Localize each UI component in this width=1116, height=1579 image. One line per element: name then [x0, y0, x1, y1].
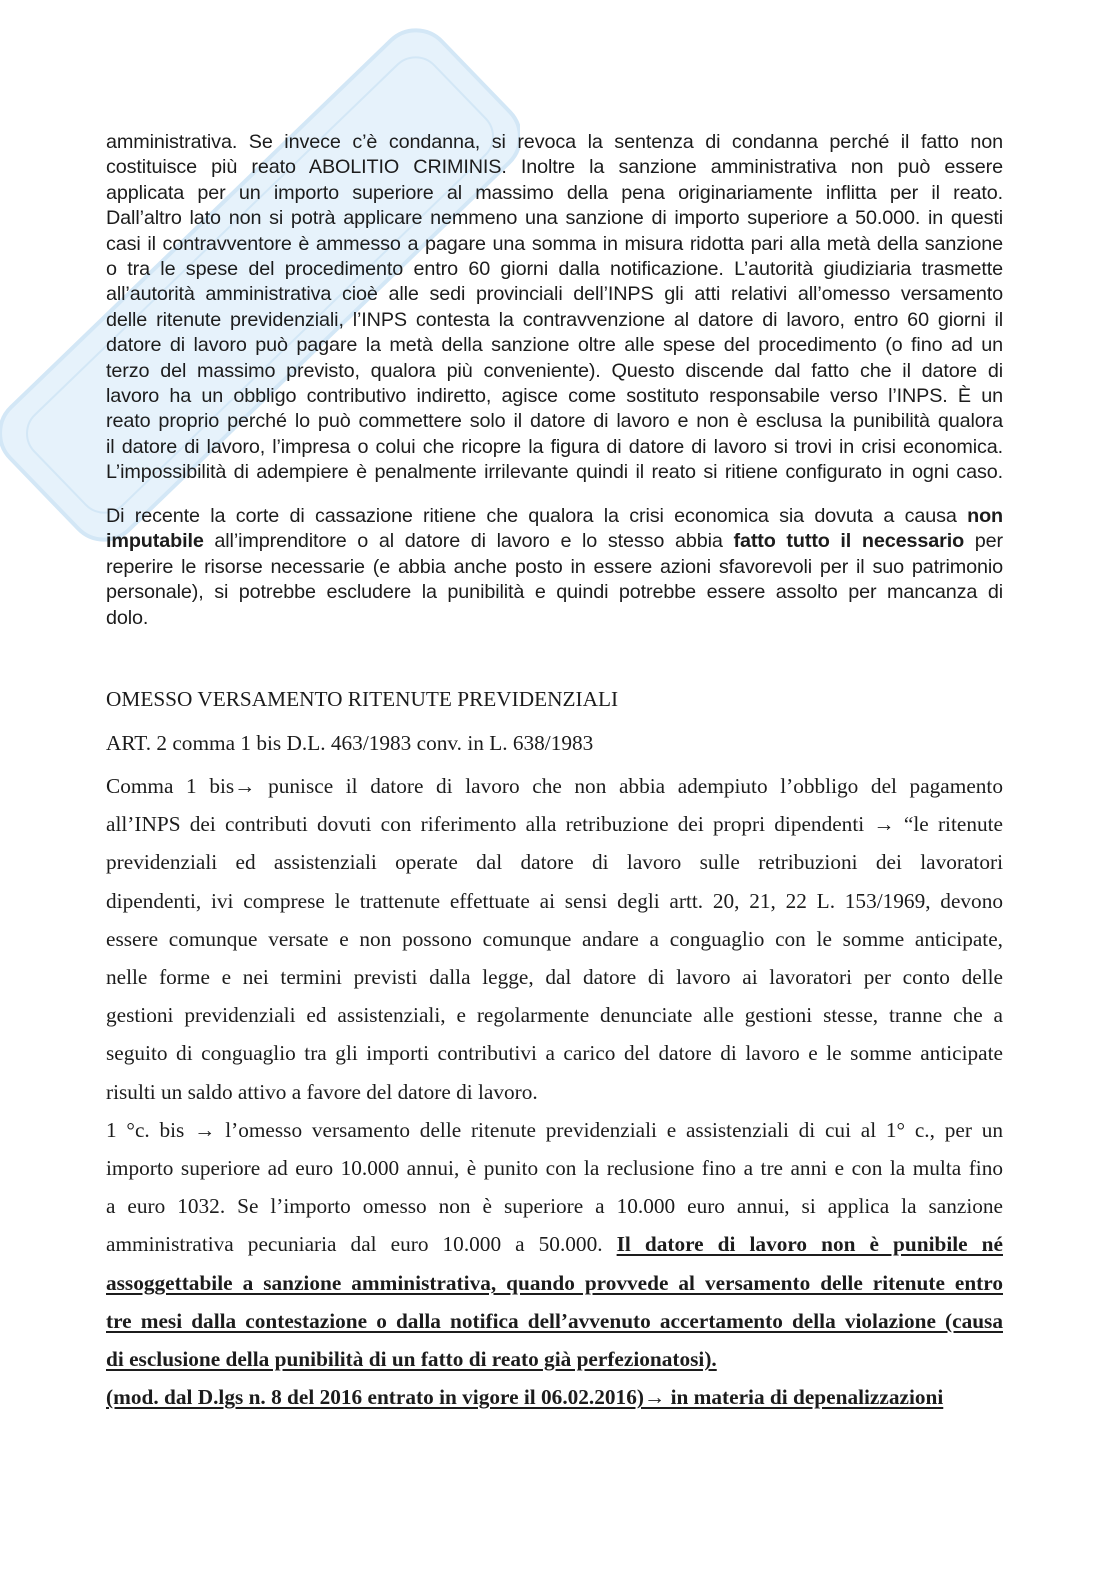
article-line: essere comunque versate e non possono comunque andare a conguaglio con le somme anticipate, [106, 926, 1003, 951]
paragraph-line: costituisce più reato ABOLITIO CRIMINIS. Inoltre la sanzione amministrativa non può essere [106, 156, 1003, 179]
paragraph-1 [106, 130, 1003, 486]
paragraph-line: amministrativa. Se invece c’è condanna, si revoca la sentenza di condanna perché il fatto non [106, 131, 1003, 153]
article-line: all’INPS dei contributi dovuti con riferimento alla retribuzione dei propri dipendenti → “le ritenute [106, 812, 1003, 837]
bold-emphasis: non [967, 505, 1003, 527]
paragraph-line: terzo del massimo previsto, qualora più conveniente). Questo discende dal fatto che il datore di [106, 359, 1003, 382]
text-run: all’imprenditore o al datore di lavoro e lo stesso abbia [214, 530, 723, 553]
text-run: Di recente la corte di cassazione ritiene che qualora la crisi economica sia dovuta a causa [106, 505, 957, 527]
paragraph-line: dolo. [106, 606, 149, 629]
article-line: Comma 1 bis→ punisce il datore di lavoro che non abbia adempiuto l’obbligo del pagamento [106, 774, 1003, 798]
article-line [106, 1225, 1003, 1263]
paragraph-line: reperire le risorse necessarie (e abbia anche posto in essere azioni sfavorevoli per il suo patrimonio [106, 555, 1003, 578]
section-heading: OMESSO VERSAMENTO RITENUTE PREVIDENZIALI [106, 687, 619, 711]
paragraph-line: reato proprio perché lo può commettere solo il datore di lavoro e non è esclusa la punibilità qualora [106, 410, 1003, 433]
article-line: gestioni previdenziali ed assistenziali, e regolarmente denunciate alle gestioni stesse, tranne che a [106, 1003, 1003, 1028]
paragraph-line: o tra le spese del procedimento entro 60 giorni dalla notificazione. L’autorità giudiziaria trasmette [106, 258, 1003, 281]
article-reference: ART. 2 comma 1 bis D.L. 463/1983 conv. in L. 638/1983 [106, 731, 594, 755]
text-run: amministrativa pecuniaria dal euro 10.000 a 50.000. [106, 1232, 603, 1257]
paragraph-line [106, 504, 1003, 529]
paragraph-line: il datore di lavoro, l’impresa o colui che ricopre la figura di datore di lavoro si trovi in crisi economica. [106, 435, 1003, 458]
underlined-bold-line: tre mesi dalla contestazione o dalla notifica dell’avvenuto accertamento della violazione (causa [106, 1308, 1003, 1333]
bold-emphasis: fatto tutto il necessario [733, 530, 965, 553]
paragraph-line: all’autorità amministrativa cioè alle sedi provinciali dell’INPS gli atti relativi all’omesso versamento [106, 283, 1003, 306]
paragraph-line: datore di lavoro può pagare la metà della sanzione oltre alle spese del procedimento (o fino ad un [106, 334, 1003, 357]
article-line: importo superiore ad euro 10.000 annui, è punito con la reclusione fino a tre anni e con la multa fino [106, 1156, 1003, 1181]
paragraph-line: delle ritenute previdenziali, l’INPS contesta la contravvenzione al datore di lavoro, entro 60 giorni il [106, 308, 1003, 331]
paragraph-line: lavoro ha un obbligo contributivo indiretto, agisce come sostituto responsabile verso l’INPS. È un [106, 385, 1003, 408]
paragraph-line: casi il contravventore è ammesso a pagare una somma in misura ridotta pari alla metà della sanzione [106, 232, 1003, 255]
paragraph-line: applicata per un importo superiore al massimo della pena originariamente inflitta per il reato. [106, 181, 1003, 204]
article-line: dipendenti, ivi comprese le trattenute effettuate ai sensi degli artt. 20, 21, 22 L. 153/1969, devono [106, 888, 1003, 913]
text-run: per [974, 530, 1003, 553]
paragraph-2 [106, 504, 1003, 631]
paragraph-line: personale), si potrebbe escludere la punibilità e quindi potrebbe essere assolto per mancanza di [106, 581, 1003, 604]
article-line: seguito di conguaglio tra gli importi contributivi a carico del datore di lavoro e le somme anticipate [106, 1041, 1003, 1066]
article-line: risulti un saldo attivo a favore del datore di lavoro. [106, 1079, 538, 1104]
paragraph-line: Dall’altro lato non si potrà applicare nemmeno una sanzione di importo superiore a 50.000. in questi [106, 207, 1003, 230]
paragraph-line [106, 529, 1003, 554]
amendment-note: (mod. dal D.lgs n. 8 del 2016 entrato in vigore il 06.02.2016)→ in materia di depenalizzazioni [106, 1385, 944, 1410]
paragraph-line: L’impossibilità di adempiere è penalmente irrilevante quindi il reato si ritiene configurato in ogni caso. [106, 461, 1003, 484]
bold-emphasis: imputabile [106, 530, 204, 553]
article-line: 1 °c. bis → l’omesso versamento delle ritenute previdenziali e assistenziali di cui al 1° c., per un [106, 1117, 1003, 1142]
underlined-bold-line: di esclusione della punibilità di un fatto di reato già perfezionatosi). [106, 1347, 717, 1372]
underlined-bold-line: assoggettabile a sanzione amministrativa, quando provvede al versamento delle ritenute entro [106, 1270, 1003, 1295]
article-line: a euro 1032. Se l’importo omesso non è superiore a 10.000 euro annui, si applica la sanzione [106, 1194, 1003, 1219]
article-line: nelle forme e nei termini previsti dalla legge, dal datore di lavoro ai lavoratori per conto delle [106, 965, 1003, 990]
article-line: previdenziali ed assistenziali operate dal datore di lavoro sulle retribuzioni dei lavoratori [106, 850, 1003, 875]
article-text [106, 767, 1003, 1416]
underlined-bold-emphasis: Il datore di lavoro non è punibile né [616, 1232, 1003, 1257]
